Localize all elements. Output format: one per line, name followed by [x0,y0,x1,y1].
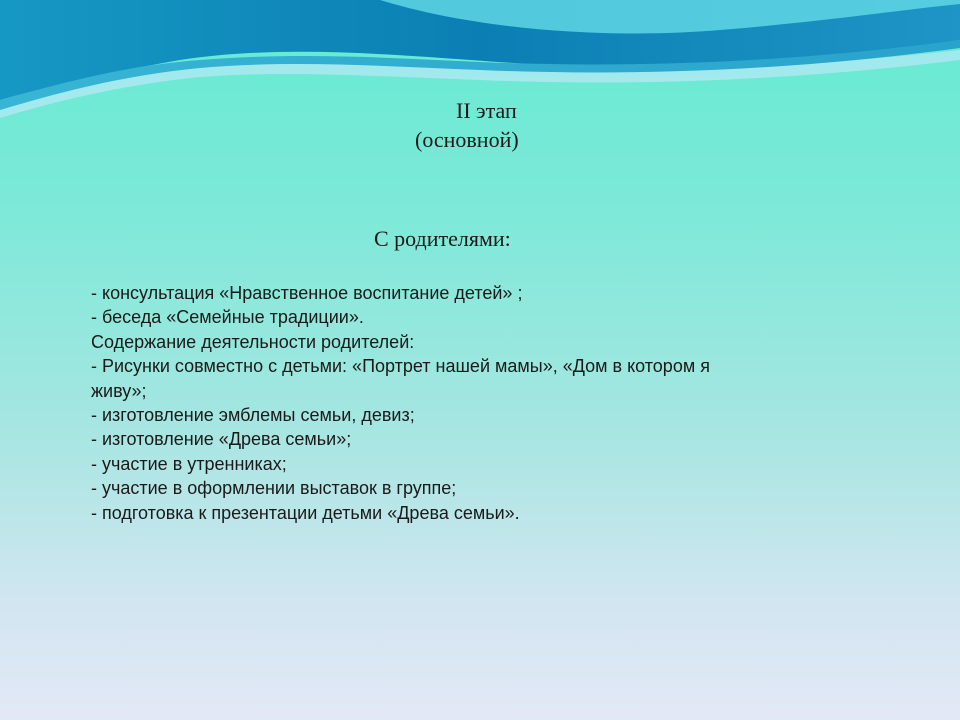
list-item: - беседа «Семейные традиции». [91,307,364,328]
list-item: - участие в утренниках; [91,453,287,474]
list-item: - изготовление «Древа семьи»; [91,429,352,450]
list-item: Содержание деятельности родителей: [91,331,415,352]
list-item: - Рисунки совместно с детьми: «Портрет нашей мамы», «Дом в котором я [91,356,710,377]
stage-subtitle: (основной) [415,127,519,152]
parents-heading: С родителями: [374,226,511,251]
list-item: - изготовление эмблемы семьи, девиз; [91,405,415,426]
stage-title: II этап [456,98,517,123]
list-item: - подготовка к презентации детьми «Древа семьи». [91,502,520,523]
list-item: - участие в оформлении выставок в группе; [91,478,457,499]
activity-list [91,281,851,525]
list-item: - консультация «Нравственное воспитание детей» ; [91,283,523,303]
list-item: живу»; [91,380,147,401]
